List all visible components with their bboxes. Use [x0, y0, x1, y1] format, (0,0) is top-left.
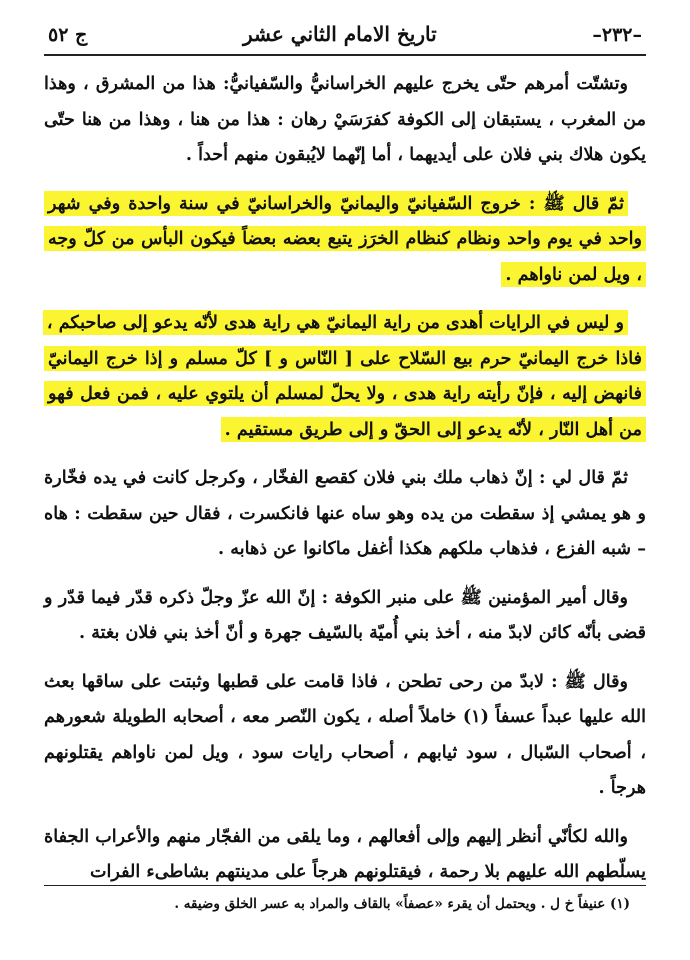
page-number: –٢٣٢– — [592, 24, 642, 46]
footnote: (١) عنيفاً خ ل . ويحتمل أن يقرء «عصفاً» بالقاف والمراد به عسر الخلق وضيقه . — [174, 896, 630, 912]
paragraph — [44, 66, 646, 173]
paragraph — [44, 664, 646, 806]
paragraph-text: ثمّ قال لي : إنّ ذهاب ملك بني فلان كقصع الفخّار ، وكرجل كانت في يده فخّارة و هو يمشي إذ سقطت من يده وهو ساه عنها فانكسرت ، فقال حين سقطت : هاه – شبه الفزع ، فذهاب ملكهم هكذا أغفل ماكانوا عن ذهابه . — [44, 467, 646, 559]
paragraph-text: وتشتّت أمرهم حتّى يخرج عليهم الخراسانيُّ والسّفيانيُّ: هذا من المشرق ، وهذا من المغرب ، يستبقان إلى الكوفة كفرَسَيْ رهان : هذا من هنا ، وهذا من هنا حتّى يكون هلاك بني فلان على أيديهما ، أما إنّهما لايُبقون منهم أحداً . — [44, 73, 646, 165]
paragraph-text: وقال ﷺ : لابدّ من رحى تطحن ، فاذا قامت على قطبها وثبتت على ساقها بعث الله عليها عبداً عسفاً (١) خاملاً أصله ، يكون النّصر معه ، أصحابه الطويلة شعورهم ، أصحاب السّبال ، سود ثيابهم ، أصحاب رايات سود ، ويل لمن ناواهم يقتلونهم هرجاً . — [44, 670, 646, 798]
paragraph-text: وقال أمير المؤمنين ﷺ على منبر الكوفة : إنّ الله عزّ وجلّ ذكره قدّر فيما قدّر و قضى بأنّه كائن لابدّ منه ، أخذ بني أُميّة بالسّيف جهرة و أنّ أخذ بني فلان بغتة . — [44, 586, 646, 643]
paragraph-highlighted — [44, 186, 646, 293]
paragraph — [44, 580, 646, 651]
book-title: تاريخ الامام الثاني عشر — [243, 22, 437, 46]
paragraph — [44, 819, 646, 890]
page-body — [44, 66, 646, 890]
paragraph — [44, 460, 646, 567]
footnote-divider — [44, 885, 646, 886]
highlighted-text: و ليس في الرايات أهدى من راية اليمانيّ هي راية هدى لأنّه يدعو إلى صاحبكم ، فاذا خرج اليمانيّ حرم بيع السّلاح على [ النّاس و ] كلّ مسلم و إذا خرج اليمانيّ فانهض إليه ، فإنّ رأيته راية هدى ، ولا يحلّ لمسلم أن يلتوي عليه ، فمن فعل فهو من أهل النّار ، لأنّه يدعو إلى الحقّ و إلى طريق مستقيم . — [43, 310, 646, 442]
highlighted-text: ثمّ قال ﷺ : خروج السّفيانيّ واليمانيّ والخراسانيّ في سنة واحدة وفي شهر واحد في يوم واحد ونظام كنظام الخرَز يتبع بعضه بعضاً فيكون البأس من كلّ وجه ، ويل لمن ناواهم . — [44, 191, 646, 287]
page-header — [44, 22, 646, 56]
volume-number: ج ٥٢ — [48, 24, 88, 46]
paragraph-text: والله لكأنّي أنظر إليهم وإلى أفعالهم ، وما يلقى من الفجّار منهم والأعراب الجفاة يسلّطهم الله عليهم بلا رحمة ، فيقتلونهم هرجاً على مدينتهم بشاطىء الفرات — [44, 825, 646, 882]
paragraph-highlighted — [44, 305, 646, 447]
